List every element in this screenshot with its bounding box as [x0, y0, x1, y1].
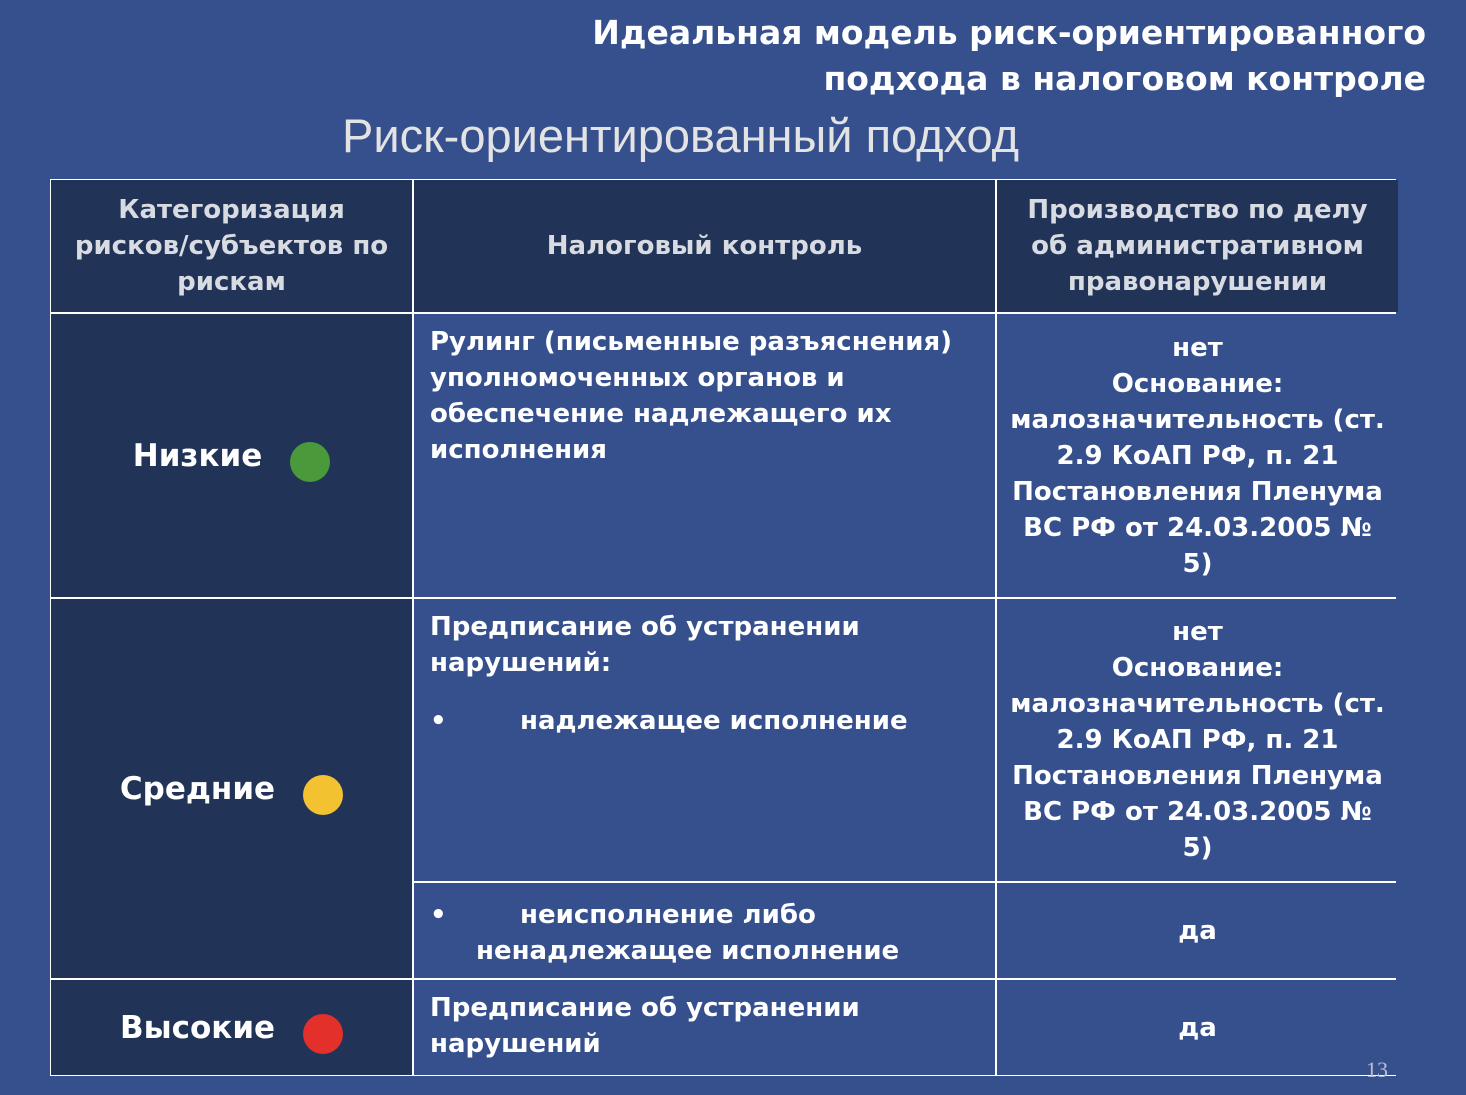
page-number: 13	[1366, 1057, 1388, 1082]
admin-medium-basis-label: Основание:	[1111, 653, 1284, 683]
header-category: Категоризация рисков/субъектов по рискам	[51, 180, 412, 312]
slide-subtitle: Риск-ориентированный подход	[342, 109, 1020, 162]
admin-low	[997, 314, 1398, 597]
tax-control-medium-intro: Предписание об устранении нарушений:	[430, 612, 860, 678]
admin-low-answer: нет	[1172, 332, 1223, 363]
admin-medium-nonexecution: да	[997, 883, 1398, 978]
list-item	[430, 897, 979, 933]
header-tax-control: Налоговый контроль	[414, 180, 995, 312]
red-dot-icon	[303, 1014, 343, 1054]
category-medium-label: Средние	[119, 770, 276, 807]
slide-title	[426, 10, 1426, 102]
admin-high: да	[997, 980, 1398, 1075]
category-low	[51, 314, 412, 597]
admin-medium-answer: нет	[1172, 617, 1223, 647]
bullet-icon: •	[430, 900, 447, 930]
admin-medium-basis: малозначительность (ст. 2.9 КоАП РФ, п. 21 Постановления Пленума ВС РФ от 24.03.2005 № 5)	[1010, 689, 1385, 863]
yellow-dot-icon	[303, 775, 343, 815]
admin-low-basis-label: Основание:	[1111, 368, 1284, 399]
slide-title-line1: Идеальная модель риск-ориентированного	[592, 13, 1426, 52]
header-admin-proceedings: Производство по делу об административном правонарушении	[997, 180, 1398, 312]
tax-control-high: Предписание об устранении нарушений	[414, 980, 995, 1075]
category-low-label: Низкие	[132, 437, 263, 474]
admin-low-basis: малозначительность (ст. 2.9 КоАП РФ, п. 21 Постановления Пленума ВС РФ от 24.03.2005 № 5)	[1010, 404, 1385, 579]
category-high-label: Высокие	[119, 1009, 276, 1046]
risk-table	[50, 179, 1396, 1076]
slide-title-line2: подхода в налоговом контроле	[823, 59, 1426, 98]
tax-control-low: Рулинг (письменные разъяснения) уполномоченных органов и обеспечение надлежащего их исполнения	[414, 314, 995, 597]
category-high	[51, 980, 412, 1075]
bullet-nonexecution-line1: неисполнение либо	[520, 900, 816, 930]
bullet-proper-execution: надлежащее исполнение	[520, 706, 908, 736]
admin-medium-proper	[997, 599, 1398, 881]
category-medium	[51, 599, 412, 978]
bullet-icon: •	[430, 706, 447, 736]
tax-control-medium-nonexecution	[414, 883, 995, 978]
list-item	[430, 703, 979, 739]
bullet-nonexecution-line2: ненадлежащее исполнение	[476, 936, 900, 966]
green-dot-icon	[290, 442, 330, 482]
tax-control-medium	[414, 599, 995, 881]
